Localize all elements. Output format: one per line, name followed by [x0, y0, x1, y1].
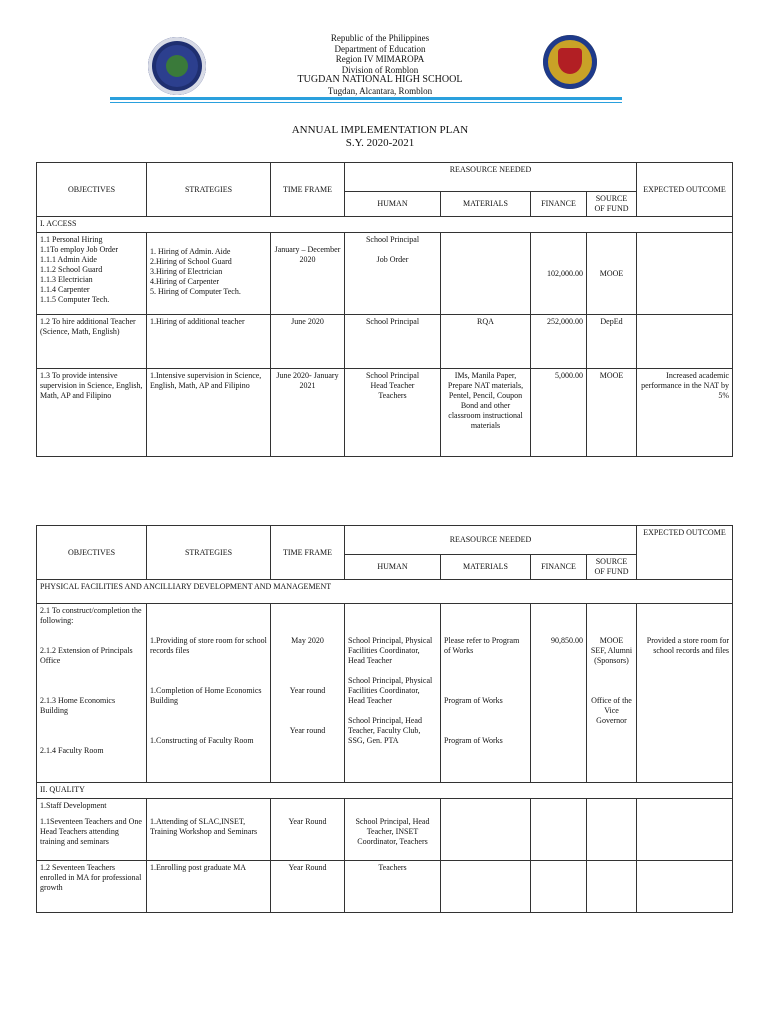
cell-objectives — [37, 799, 147, 861]
col-resource-needed: REASOURCE NEEDED — [345, 526, 637, 555]
section-physical-facilities: PHYSICAL FACILITIES AND ANCILLIARY DEVELOPMENT AND MANAGEMENT — [37, 580, 733, 604]
col-materials: MATERIALS — [441, 192, 531, 217]
section-access: I. ACCESS — [37, 217, 733, 233]
cell-human: School Principal Job Order — [345, 233, 441, 315]
cell-strategies: 1.Intensive supervision in Science, English, Math, AP and Filipino — [147, 369, 271, 457]
cell-finance: 252,000.00 — [531, 315, 587, 369]
title-line: ANNUAL IMPLEMENTATION PLAN — [291, 124, 469, 136]
cell-outcome — [637, 799, 733, 861]
cell-source: DepEd — [587, 315, 637, 369]
school-name: TUGDAN NATIONAL HIGH SCHOOL — [297, 74, 463, 85]
col-strategies: STRATEGIES — [147, 163, 271, 217]
cell-human: School Principal, Physical Facilities Coordinator, Head Teacher School Principal, Physical Facilities Coordinator, Head Teacher School Principal, Head Teacher, Faculty Club, SSG, Gen. PTA — [345, 604, 441, 783]
col-objectives: OBJECTIVES — [37, 163, 147, 217]
header-rule — [110, 97, 622, 100]
cell-time-frame: Year Round — [271, 861, 345, 913]
cell-time-frame: Year Round — [271, 799, 345, 861]
school-address: Tugdan, Alcantara, Romblon — [327, 85, 433, 96]
cell-finance: 102,000.00 — [531, 233, 587, 315]
cell-materials: RQA — [441, 315, 531, 369]
col-materials: MATERIALS — [441, 555, 531, 580]
cell-materials: IMs, Manila Paper, Prepare NAT materials, Pentel, Pencil, Coupon Bond and other classroom instructional materials — [441, 369, 531, 457]
cell-human: Teachers — [345, 861, 441, 913]
col-time-frame: TIME FRAME — [271, 163, 345, 217]
document-title — [230, 124, 530, 150]
header-line: Department of Education — [334, 43, 426, 54]
school-seal-logo — [148, 37, 206, 95]
cell-human: School Principal, Head Teacher, INSET Coordinator, Teachers — [345, 799, 441, 861]
table-row — [37, 604, 733, 783]
title-year: S.Y. 2020-2021 — [345, 137, 415, 149]
cell-strategies: 1.Providing of store room for school records files 1.Completion of Home Economics Building 1.Constructing of Faculty Room — [147, 604, 271, 783]
cell-time-frame: May 2020 Year round Year round — [271, 604, 345, 783]
cell-objectives: 1.2 To hire additional Teacher (Science, Math, English) — [37, 315, 147, 369]
cell-objectives: 1.3 To provide intensive supervision in Science, English, Math, AP and Filipino — [37, 369, 147, 457]
table-row — [37, 233, 733, 315]
cell-materials — [441, 799, 531, 861]
cell-strategies: 1.Enrolling post graduate MA — [147, 861, 271, 913]
col-human: HUMAN — [345, 192, 441, 217]
col-strategies: STRATEGIES — [147, 526, 271, 580]
cell-materials — [441, 861, 531, 913]
col-source-of-fund: SOURCE OF FUND — [587, 555, 637, 580]
cell-materials: Please refer to Program of Works Program of Works Program of Works — [441, 604, 531, 783]
cell-outcome: Increased academic performance in the NAT by 5% — [637, 369, 733, 457]
cell-materials — [441, 233, 531, 315]
col-finance: FINANCE — [531, 555, 587, 580]
col-finance: FINANCE — [531, 192, 587, 217]
cell-time-frame: January – December 2020 — [271, 233, 345, 315]
cell-finance: 90,850.00 — [531, 604, 587, 783]
cell-finance — [531, 861, 587, 913]
cell-outcome: Provided a store room for school records and files — [637, 604, 733, 783]
col-objectives: OBJECTIVES — [37, 526, 147, 580]
cell-finance: 5,000.00 — [531, 369, 587, 457]
col-time-frame: TIME FRAME — [271, 526, 345, 580]
plan-table-access — [36, 162, 733, 457]
col-resource-needed: REASOURCE NEEDED — [345, 163, 637, 192]
cell-source: MOOE — [587, 233, 637, 315]
col-expected-outcome: EXPECTED OUTCOME — [637, 526, 733, 580]
col-source-of-fund: SOURCE OF FUND — [587, 192, 637, 217]
cell-time-frame: June 2020 — [271, 315, 345, 369]
cell-finance — [531, 799, 587, 861]
col-expected-outcome: EXPECTED OUTCOME — [637, 163, 733, 217]
cell-objectives: 2.1 To construct/completion the following: 2.1.2 Extension of Principals Office 2.1.3 Home Economics Building 2.1.4 Faculty Room — [37, 604, 147, 783]
cell-strategies: 1. Hiring of Admin. Aide 2.Hiring of School Guard 3.Hiring of Electrician 4.Hiring of Carpenter 5. Hiring of Computer Tech. — [147, 233, 271, 315]
header-rule-thin — [110, 102, 622, 103]
cell-outcome — [637, 315, 733, 369]
cell-source — [587, 799, 637, 861]
cell-objectives: 1.2 Seventeen Teachers enrolled in MA for professional growth — [37, 861, 147, 913]
header-line: Region IV MIMAROPA — [335, 54, 425, 64]
objective-text: 1.1Seventeen Teachers and One Head Teachers attending training and seminars — [40, 817, 142, 846]
cell-outcome — [637, 233, 733, 315]
table-row — [37, 315, 733, 369]
deped-seal-logo — [543, 35, 597, 89]
cell-objectives: 1.1 Personal Hiring 1.1To employ Job Order 1.1.1 Admin Aide 1.1.2 School Guard 1.1.3 Electrician 1.1.4 Carpenter 1.1.5 Computer Tech. — [37, 233, 147, 315]
subsection-staff-development: 1.Staff Development — [40, 801, 107, 810]
section-quality: II. QUALITY — [37, 783, 733, 799]
cell-source: MOOE SEF, Alumni (Sponsors) Office of the Vice Governor — [587, 604, 637, 783]
letterhead — [230, 33, 530, 96]
cell-source: MOOE — [587, 369, 637, 457]
table-row — [37, 861, 733, 913]
col-human: HUMAN — [345, 555, 441, 580]
cell-human: School Principal — [345, 315, 441, 369]
cell-outcome — [637, 861, 733, 913]
header-line: Republic of the Philippines — [330, 33, 430, 43]
header-line: Division of Romblon — [341, 64, 419, 75]
cell-strategies: 1.Hiring of additional teacher — [147, 315, 271, 369]
cell-human: School Principal Head Teacher Teachers — [345, 369, 441, 457]
cell-strategies: 1.Attending of SLAC,INSET, Training Workshop and Seminars — [147, 799, 271, 861]
table-row — [37, 799, 733, 861]
cell-source — [587, 861, 637, 913]
plan-table-facilities-quality — [36, 525, 733, 913]
table-row — [37, 369, 733, 457]
cell-time-frame: June 2020- January 2021 — [271, 369, 345, 457]
